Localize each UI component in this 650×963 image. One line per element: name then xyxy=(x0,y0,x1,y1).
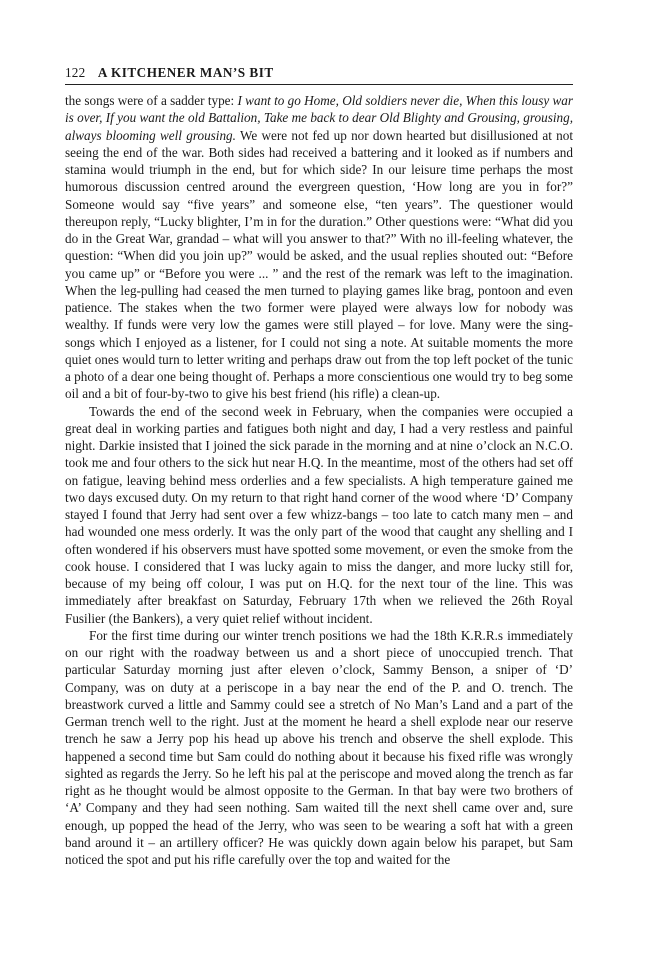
paragraph-3: For the first time during our winter trench positions we had the 18th K.R.R.s immediately on our right with the roadway between us and a short piece of unoccupied trench. That particular Saturday morning just after eleven o’clock, Sammy Benson, a sniper of ‘D’ Company, was on duty at a periscope in a bay near the end of the P. and O. trench. The breastwork curved a little and Sammy could see a stretch of No Man’s Land and a part of the German trench well to the right. Just at the moment he heard a shell explode near our reserve trench he saw a Jerry pop his head up above his trench and observe the shell explode. This happened a second time but Sam could do nothing about it because his fixed rifle was wrongly sighted as regards the Jerry. So he left his pal at the periscope and moved along the trench as far right as he thought would be almost opposite to the German. In that bay were two brothers of ‘A’ Company and they had seen nothing. Sam waited till the next shell came over and, sure enough, up popped the head of the Jerry, who was seen to be wearing a soft hat with a green band around it – an artillery officer? He was quickly down again below his parapet, but Sam noticed the spot and put his rifle carefully over the top and waited for the xyxy=(65,627,573,867)
page-number: 122 xyxy=(65,65,86,80)
paragraph-1-rest: We were not fed up nor down hearted but disillusioned at not seeing the end of the war. Both sides had received a battering and it looked as if numbers and stamina would triumph in the end, but for which side? In our leisure time perhaps the most humorous discussion centred around the evergreen question, ‘How long are you in for?” Someone would say “five years” and someone else, “ten years”. The questioner would thereupon reply, “Lucky blighter, I’m in for the duration.” Other questions were: “What did you do in the Great War, grandad – what will you answer to that?” With no ill-feeling whatever, the question: “When did you join up?” would be asked, and the usual replies shouted out: “Before you came up” or “Before you were ... ” and the rest of the remark was left to the imagination. When the leg-pulling had ceased the men turned to playing games like brag, pontoon and even patience. The stakes when the two former were played were always low for nobody was wealthy. If funds were very low the games were still played – for love. Many were the sing-songs which I enjoyed as a listener, for I could not sing a note. At suitable moments the more quiet ones would turn to letter writing and perhaps draw out from the top left pocket of the tunic a photo of a dear one being thought of. Perhaps a more conscientious one would try to beg some oil and a bit of four-by-two to give his best friend (his rifle) a clean-up. xyxy=(65,127,573,402)
song-titles: I want to go Home, Old soldiers never die, When this lousy war is over, If you want the old Battalion, Take me back to dear Old Blighty and Grousing, grousing, always blooming well grousing. xyxy=(65,93,573,143)
paragraph-1-lead: the songs were of a sadder type: xyxy=(65,93,238,108)
paragraph-2: Towards the end of the second week in February, when the companies were occupied a great deal in working parties and fatigues both night and day, I had a very restless and painful night. Darkie insisted that I joined the sick parade in the morning and at nine o’clock an N.C.O. took me and four others to the sick hut near H.Q. In the meantime, most of the others had set off on fatigue, leaving behind mess orderlies and a few specialists. A high temperature gained me two days excused duty. On my return to that right hand corner of the wood where ‘D’ Company stayed I found that Jerry had sent over a few whizz-bangs – too late to catch many men – and had wounded one mess orderly. It was the only part of the wood that caught any shelling and I often wondered if his observers must have spotted some movement, or even the smoke from the cook house. I considered that I was lucky again to miss the danger, and more lucky still for, because of my being off colour, I was put on H.Q. for the next tour of the line. This was immediately after breakfast on Saturday, February 17th when we relieved the 26th Royal Fusilier (the Bankers), a very quiet relief without incident. xyxy=(65,403,573,626)
book-page xyxy=(65,64,573,868)
paragraph-1 xyxy=(65,92,573,403)
running-head xyxy=(65,64,573,85)
running-title: A KITCHENER MAN’S BIT xyxy=(97,65,274,80)
